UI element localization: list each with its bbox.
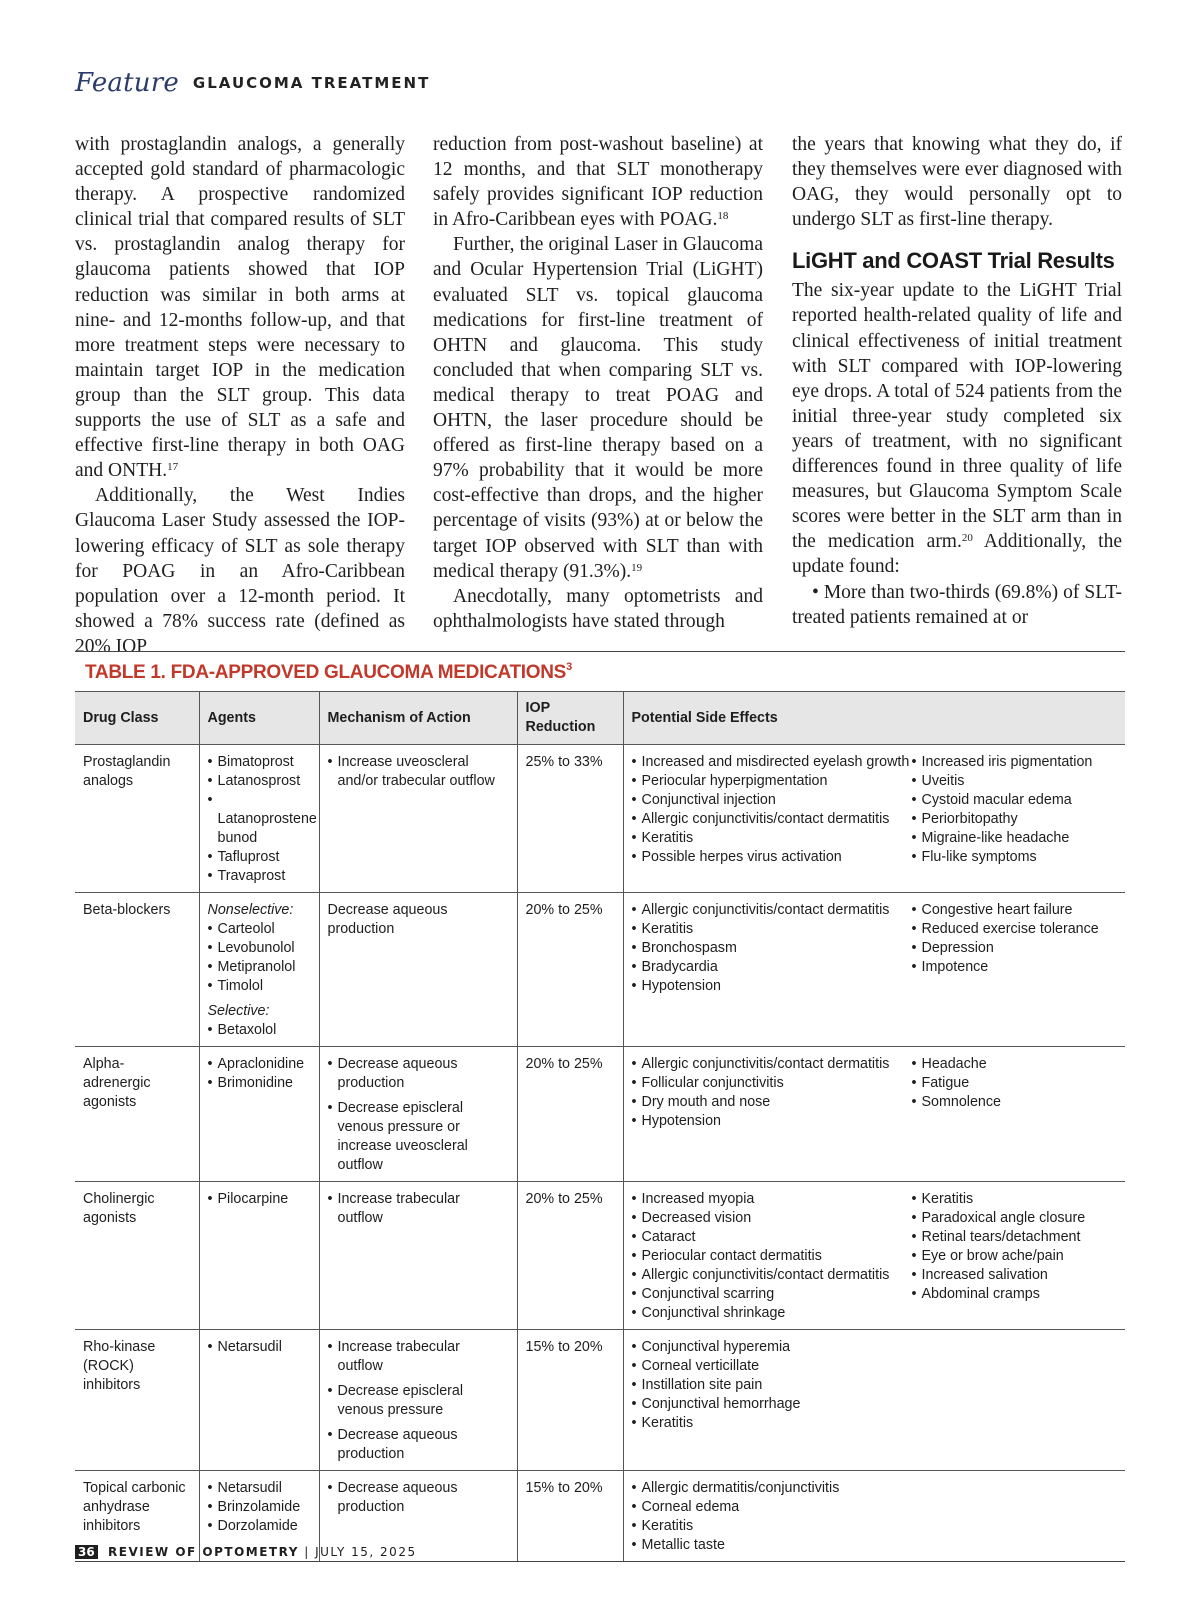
- reference: 20: [961, 532, 973, 545]
- table-top-rule: [75, 651, 1125, 652]
- list-item: • Keratitis: [632, 1517, 912, 1536]
- list-item: • Levobunolol: [208, 939, 311, 958]
- list-item: • Increased salivation: [912, 1266, 1118, 1285]
- list-item: • Allergic conjunctivitis/contact dermatitis: [632, 901, 912, 920]
- list-item: • Apraclonidine: [208, 1055, 311, 1074]
- list-item: • Follicular conjunctivitis: [632, 1074, 912, 1093]
- agent-list: [208, 1190, 311, 1209]
- side-effects-col-b: [912, 753, 1118, 867]
- reference: 3: [566, 661, 572, 673]
- medications-table-block: [75, 651, 1125, 1562]
- list-item: • Cataract: [632, 1228, 912, 1247]
- side-effects-columns: [632, 753, 1118, 867]
- agents-cell: [199, 893, 319, 1047]
- drug-class-cell: Beta-blockers: [75, 893, 199, 1047]
- mechanism-list: [328, 1338, 509, 1464]
- list-item: • Hypotension: [632, 977, 912, 996]
- list-item: • Periorbitopathy: [912, 810, 1118, 829]
- agent-list: [208, 920, 311, 996]
- list-item: • Keratitis: [632, 920, 912, 939]
- side-effect-list: [632, 1055, 912, 1131]
- side-effect-list: [632, 1338, 912, 1433]
- section-title: GLAUCOMA TREATMENT: [192, 74, 431, 92]
- side-effect-list: [912, 753, 1118, 867]
- bullet-paragraph: • More than two-thirds (69.8%) of SLT-treated patients remained at or: [792, 581, 1122, 628]
- list-item: • Bimatoprost: [208, 753, 311, 772]
- list-item: • Latanosprost: [208, 772, 311, 791]
- list-item: • Increase trabecular outflow: [328, 1338, 509, 1376]
- list-item: • Decreased vision: [632, 1209, 912, 1228]
- mechanism-list: [328, 1190, 509, 1228]
- list-item: • Brinzolamide: [208, 1498, 311, 1517]
- table-row: [75, 745, 1125, 893]
- agents-cell: [199, 745, 319, 893]
- list-item: • Latanoprostene bunod: [208, 791, 311, 848]
- list-item: • Conjunctival hyperemia: [632, 1338, 912, 1357]
- iop-reduction-cell: 15% to 20%: [517, 1330, 623, 1471]
- list-item: • Keratitis: [632, 829, 912, 848]
- side-effect-list: [912, 1190, 1118, 1304]
- side-effects-col-b: [912, 1190, 1118, 1323]
- agent-list: [208, 753, 317, 886]
- text-column-3: [792, 132, 1122, 630]
- column-header: IOP Reduction: [517, 692, 623, 745]
- medications-table: [75, 691, 1125, 1562]
- table-body: [75, 745, 1125, 1562]
- side-effects-cell: [623, 1330, 1125, 1471]
- mechanism-cell: [319, 1182, 517, 1330]
- paragraph: with prostaglandin analogs, a generally accepted gold standard of pharmacologic therapy. A prospective randomized clinical trial that compared results of SLT vs. prostaglandin analog therapy for glaucoma patients showed that IOP reduction was similar in both arms at nine- and 12-months follow-up, and that more treatment steps were necessary to maintain target IOP in the medication group than the SLT group. This data supports the use of SLT as a safe and effective first-line therapy in both OAG and ONTH.$^{17}$: [75, 134, 405, 482]
- text-column-2: [433, 132, 763, 634]
- text-column-1: [75, 132, 405, 659]
- agents-cell: [199, 1047, 319, 1182]
- side-effect-list: [632, 901, 912, 996]
- reference: 19: [631, 561, 643, 574]
- list-item: • Allergic conjunctivitis/contact dermatitis: [632, 1266, 912, 1285]
- mechanism-list: [328, 753, 509, 791]
- list-item: • Decrease aqueous production: [328, 1426, 509, 1464]
- list-item: • Decrease episcleral venous pressure: [328, 1382, 509, 1420]
- paragraph: the years that knowing what they do, if they themselves were ever diagnosed with OAG, they would personally opt to undergo SLT as first-line therapy.: [792, 134, 1122, 231]
- page-footer: [75, 1545, 417, 1559]
- list-item: • Depression: [912, 939, 1118, 958]
- side-effect-list: [912, 1055, 1118, 1112]
- mechanism-cell: [319, 893, 517, 1047]
- side-effects-cell: [623, 893, 1125, 1047]
- iop-reduction-cell: 20% to 25%: [517, 1047, 623, 1182]
- side-effects-cell: [623, 1047, 1125, 1182]
- list-item: • Travaprost: [208, 867, 311, 886]
- agents-cell: [199, 1330, 319, 1471]
- list-item: • Bronchospasm: [632, 939, 912, 958]
- list-item: • Increased myopia: [632, 1190, 912, 1209]
- side-effects-col-b: [912, 1338, 1118, 1433]
- side-effect-list: [632, 1190, 912, 1323]
- issue-date: JULY 15, 2025: [315, 1545, 417, 1559]
- agent-list: [208, 1021, 311, 1040]
- agent-group-label: Nonselective:: [207, 902, 294, 918]
- side-effect-list: [632, 1479, 912, 1555]
- table-row: [75, 1182, 1125, 1330]
- table-row: [75, 1047, 1125, 1182]
- list-item: • Decrease aqueous production: [328, 1479, 509, 1517]
- table-row: [75, 893, 1125, 1047]
- mechanism-cell: [319, 1330, 517, 1471]
- list-item: • Congestive heart failure: [912, 901, 1118, 920]
- list-item: • Metallic taste: [632, 1536, 912, 1555]
- side-effects-columns: [632, 1479, 1118, 1555]
- list-item: • Timolol: [208, 977, 311, 996]
- drug-class-cell: Rho-kinase (ROCK) inhibitors: [75, 1330, 199, 1471]
- mechanism-list: [328, 1055, 509, 1175]
- side-effects-col-a: [632, 1190, 912, 1323]
- list-item: • Somnolence: [912, 1093, 1118, 1112]
- column-header: Mechanism of Action: [319, 692, 517, 745]
- agent-list: [208, 1479, 311, 1536]
- list-item: • Betaxolol: [208, 1021, 311, 1040]
- mechanism-cell: [319, 1047, 517, 1182]
- table-header-row: [75, 692, 1125, 745]
- iop-reduction-cell: 25% to 33%: [517, 745, 623, 893]
- list-item: • Uveitis: [912, 772, 1118, 791]
- iop-reduction-cell: 15% to 20%: [517, 1471, 623, 1562]
- paragraph: reduction from post-washout baseline) at 12 months, and that SLT monotherapy safely provides significant IOP reduction in Afro-Caribbean eyes with POAG.$^{18}$: [433, 134, 763, 231]
- column-header: Agents: [199, 692, 319, 745]
- side-effects-col-a: [632, 753, 912, 867]
- agent-list: [208, 1055, 311, 1093]
- paragraph: Anecdotally, many optometrists and ophthalmologists have stated through: [433, 585, 763, 632]
- list-item: • Headache: [912, 1055, 1118, 1074]
- list-item: • Flu-like symptoms: [912, 848, 1118, 867]
- page-number: 36: [75, 1545, 98, 1559]
- list-item: • Migraine-like headache: [912, 829, 1118, 848]
- list-item: • Keratitis: [912, 1190, 1118, 1209]
- publication-name: REVIEW OF OPTOMETRY: [108, 1545, 299, 1559]
- list-item: • Dorzolamide: [208, 1517, 311, 1536]
- mechanism-cell: [319, 745, 517, 893]
- list-item: • Netarsudil: [208, 1479, 311, 1498]
- paragraph: Further, the original Laser in Glaucoma and Ocular Hypertension Trial (LiGHT) evaluated SLT vs. topical glaucoma medications for first-line treatment of OHTN and glaucoma. This study concluded that when comparing SLT vs. medical therapy to treat POAG and OHTN, the laser procedure should be offered as first-line therapy based on a 97% probability that it would be more cost-effective than drops, and the higher percentage of visits (93%) at or below the target IOP observed with SLT than with medical therapy (91.3%).$^{19}$: [433, 234, 763, 582]
- iop-reduction-cell: 20% to 25%: [517, 1182, 623, 1330]
- side-effects-col-a: [632, 901, 912, 996]
- list-item: • Dry mouth and nose: [632, 1093, 912, 1112]
- list-item: • Decrease episcleral venous pressure or increase uveoscleral outflow: [328, 1099, 509, 1175]
- mechanism-text: Decrease aqueous production: [327, 902, 448, 937]
- side-effect-list: [912, 901, 1118, 977]
- side-effects-columns: [632, 1190, 1118, 1323]
- side-effects-col-a: [632, 1055, 912, 1131]
- table-row: [75, 1330, 1125, 1471]
- paragraph: Additionally, the West Indies Glaucoma Laser Study assessed the IOP-lowering efficacy of SLT as sole therapy for POAG in an Afro-Caribbean population over a 12-month period. It showed a 78% success rate (defined as 20% IOP: [75, 485, 405, 657]
- list-item: • Cystoid macular edema: [912, 791, 1118, 810]
- list-item: • Impotence: [912, 958, 1118, 977]
- side-effects-col-b: [912, 1055, 1118, 1131]
- column-header: Drug Class: [75, 692, 199, 745]
- agent-group-label: Selective:: [207, 1003, 270, 1019]
- list-item: • Reduced exercise tolerance: [912, 920, 1118, 939]
- list-item: • Allergic conjunctivitis/contact dermatitis: [632, 1055, 912, 1074]
- list-item: • Tafluprost: [208, 848, 311, 867]
- reference: 17: [167, 461, 179, 474]
- agent-list: [208, 1338, 311, 1357]
- list-item: • Increase uveoscleral and/or trabecular outflow: [328, 753, 509, 791]
- side-effects-cell: [623, 1182, 1125, 1330]
- side-effects-col-b: [912, 1479, 1118, 1555]
- list-item: • Allergic dermatitis/conjunctivitis: [632, 1479, 912, 1498]
- side-effects-col-a: [632, 1479, 912, 1555]
- list-item: • Corneal edema: [632, 1498, 912, 1517]
- list-item: • Periocular hyperpigmentation: [632, 772, 912, 791]
- list-item: • Brimonidine: [208, 1074, 311, 1093]
- mechanism-list: [328, 1479, 509, 1517]
- list-item: • Corneal verticillate: [632, 1357, 912, 1376]
- list-item: • Increase trabecular outflow: [328, 1190, 509, 1228]
- list-item: • Hypotension: [632, 1112, 912, 1131]
- list-item: • Metipranolol: [208, 958, 311, 977]
- drug-class-cell: Topical carbonic anhydrase inhibitors: [75, 1471, 199, 1562]
- side-effects-col-a: [632, 1338, 912, 1433]
- side-effect-list: [632, 753, 912, 867]
- drug-class-cell: Prostaglandin analogs: [75, 745, 199, 893]
- list-item: • Abdominal cramps: [912, 1285, 1118, 1304]
- list-item: • Possible herpes virus activation: [632, 848, 912, 867]
- table-title: TABLE 1. FDA-APPROVED GLAUCOMA MEDICATIONS$^3$: [85, 661, 572, 683]
- side-effects-columns: [632, 1338, 1118, 1433]
- list-item: • Carteolol: [208, 920, 311, 939]
- list-item: • Decrease aqueous production: [328, 1055, 509, 1093]
- feature-label: Feature: [75, 68, 179, 98]
- list-item: • Paradoxical angle closure: [912, 1209, 1118, 1228]
- list-item: • Increased and misdirected eyelash growth: [632, 753, 912, 772]
- list-item: • Retinal tears/detachment: [912, 1228, 1118, 1247]
- iop-reduction-cell: 20% to 25%: [517, 893, 623, 1047]
- list-item: • Conjunctival hemorrhage: [632, 1395, 912, 1414]
- list-item: • Fatigue: [912, 1074, 1118, 1093]
- side-effects-cell: [623, 745, 1125, 893]
- page-header: [75, 68, 430, 108]
- footer-separator: |: [304, 1545, 310, 1559]
- reference: 18: [717, 210, 729, 223]
- drug-class-cell: Cholinergic agonists: [75, 1182, 199, 1330]
- list-item: • Increased iris pigmentation: [912, 753, 1118, 772]
- subheading: LiGHT and COAST Trial Results: [792, 248, 1115, 274]
- list-item: • Periocular contact dermatitis: [632, 1247, 912, 1266]
- agents-cell: [199, 1182, 319, 1330]
- list-item: • Conjunctival injection: [632, 791, 912, 810]
- list-item: • Bradycardia: [632, 958, 912, 977]
- list-item: • Conjunctival shrinkage: [632, 1304, 912, 1323]
- paragraph: The six-year update to the LiGHT Trial reported health-related quality of life and clinical effectiveness of initial treatment with SLT compared with IOP-lowering eye drops. A total of 524 patients from the initial three-year study completed six years of treatment, with no significant differences found in three quality of life measures, but Glaucoma Symptom Scale scores were better in the SLT arm than in the medication arm.$^{20}$ Additionally, the update found:: [792, 280, 1122, 578]
- drug-class-cell: Alpha-adrenergic agonists: [75, 1047, 199, 1182]
- list-item: • Pilocarpine: [208, 1190, 311, 1209]
- column-header: Potential Side Effects: [623, 692, 1125, 745]
- side-effects-columns: [632, 901, 1118, 996]
- side-effects-columns: [632, 1055, 1118, 1131]
- side-effects-col-b: [912, 901, 1118, 996]
- list-item: • Instillation site pain: [632, 1376, 912, 1395]
- list-item: • Keratitis: [632, 1414, 912, 1433]
- list-item: • Allergic conjunctivitis/contact dermatitis: [632, 810, 912, 829]
- list-item: • Netarsudil: [208, 1338, 311, 1357]
- list-item: • Conjunctival scarring: [632, 1285, 912, 1304]
- list-item: • Eye or brow ache/pain: [912, 1247, 1118, 1266]
- side-effects-cell: [623, 1471, 1125, 1562]
